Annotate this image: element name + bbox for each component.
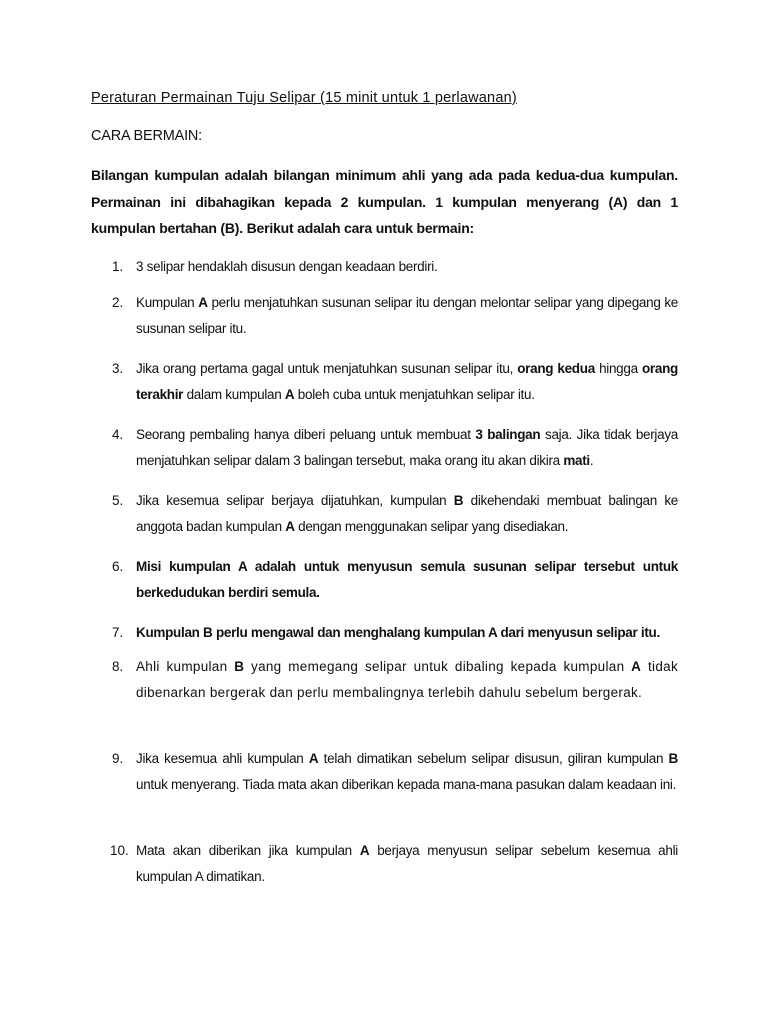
rule-emphasis: A xyxy=(359,843,370,858)
rule-emphasis: B xyxy=(234,659,245,674)
rule-item xyxy=(91,488,678,540)
rule-emphasis: 3 balingan xyxy=(475,427,541,442)
rule-emphasis: orang kedua xyxy=(517,361,595,376)
rule-text xyxy=(136,620,678,646)
rule-item xyxy=(91,356,678,408)
rule-item xyxy=(91,620,678,646)
rule-text-segment: Seorang pembaling hanya diberi peluang untuk membuat xyxy=(136,427,476,442)
rule-emphasis: A xyxy=(284,387,295,402)
rule-text-segment: dalam kumpulan xyxy=(183,387,285,402)
rule-text xyxy=(136,356,678,408)
rule-emphasis: A xyxy=(285,519,295,534)
rule-text-segment: yang memegang selipar untuk dibaling kepada kumpulan xyxy=(244,659,632,674)
rule-number: 7. xyxy=(112,625,124,640)
rule-number: 3. xyxy=(112,361,124,376)
rule-number: 2. xyxy=(112,295,124,310)
rule-text-segment: 3 selipar hendaklah disusun dengan keadaan berdiri. xyxy=(136,259,438,274)
rule-text-segment: berjaya menyusun selipar sebelum kesemua ahli kumpulan A dimatikan. xyxy=(136,843,678,884)
rule-emphasis: orang terakhir xyxy=(136,361,678,402)
rule-item xyxy=(91,422,678,474)
rule-text xyxy=(136,254,678,280)
rule-text-segment: dengan menggunakan selipar yang disediakan. xyxy=(294,519,569,534)
rule-text-segment: tidak dibenarkan bergerak dan perlu membalingnya terlebih dahulu sebelum bergerak. xyxy=(136,659,679,700)
rule-emphasis: Misi kumpulan A adalah untuk menyusun semula susunan selipar tersebut untuk berkedudukan berdiri semula. xyxy=(136,559,678,600)
rule-emphasis: B xyxy=(668,751,678,766)
rule-number: 1. xyxy=(112,259,124,274)
rule-text-segment: Kumpulan xyxy=(136,295,199,310)
rule-item xyxy=(91,746,678,798)
rule-emphasis: Kumpulan B perlu mengawal dan menghalang kumpulan A dari menyusun selipar itu. xyxy=(136,625,660,640)
rule-text xyxy=(136,654,678,706)
rule-emphasis: B xyxy=(453,493,464,508)
rule-item xyxy=(91,554,678,606)
rule-item xyxy=(91,838,678,890)
rule-text-segment: boleh cuba untuk menjatuhkan selipar itu. xyxy=(294,387,535,402)
rule-text-segment: dikehendaki membuat balingan ke anggota badan kumpulan xyxy=(136,493,679,534)
rule-number: 6. xyxy=(112,559,124,574)
rule-text-segment: Mata akan diberikan jika kumpulan xyxy=(136,843,360,858)
rule-text xyxy=(136,746,678,798)
rule-emphasis: A xyxy=(631,659,642,674)
rule-item xyxy=(91,290,678,342)
rule-number: 5. xyxy=(112,493,124,508)
intro-paragraph: Bilangan kumpulan adalah bilangan minimum ahli yang ada pada kedua-dua kumpulan. Permainan ini dibahagikan kepada 2 kumpulan. 1 kumpulan menyerang (A) dan 1 kumpulan bertahan (B). Berikut adalah cara untuk bermain: xyxy=(91,167,678,236)
rule-text xyxy=(136,838,678,890)
rule-emphasis: mati xyxy=(563,453,590,468)
section-heading: CARA BERMAIN: xyxy=(91,128,203,144)
document-title: Peraturan Permainan Tuju Selipar (15 minit untuk 1 perlawanan) xyxy=(91,90,517,106)
rule-text-segment: Ahli kumpulan xyxy=(136,659,235,674)
rule-emphasis: A xyxy=(198,295,208,310)
rule-text-segment: Jika orang pertama gagal untuk menjatuhkan susunan selipar itu, xyxy=(136,361,518,376)
rule-text xyxy=(136,554,678,606)
rule-number: 4. xyxy=(112,427,124,442)
rule-text-segment: Jika kesemua ahli kumpulan xyxy=(136,751,309,766)
rule-number: 8. xyxy=(112,659,124,674)
rule-text-segment: saja. Jika tidak berjaya menjatuhkan selipar dalam 3 balingan tersebut, maka orang itu akan dikira xyxy=(136,427,679,468)
rule-number: 9. xyxy=(112,751,124,766)
rule-item xyxy=(91,654,678,706)
rule-text-segment: . xyxy=(589,453,594,468)
rule-text xyxy=(136,422,678,474)
rule-text-segment: Jika kesemua selipar berjaya dijatuhkan, kumpulan xyxy=(136,493,454,508)
rule-emphasis: A xyxy=(308,751,319,766)
rule-number: 10. xyxy=(110,843,129,858)
rule-text xyxy=(136,290,678,342)
rule-text-segment: untuk menyerang. Tiada mata akan diberikan kepada mana-mana pasukan dalam keadaan ini. xyxy=(136,777,677,792)
rule-text-segment: perlu menjatuhkan susunan selipar itu dengan melontar selipar yang dipegang ke susunan selipar itu. xyxy=(136,295,678,336)
rule-text-segment: telah dimatikan sebelum selipar disusun, giliran kumpulan xyxy=(318,751,669,766)
rule-text-segment: hingga xyxy=(594,361,642,376)
rule-text xyxy=(136,488,678,540)
rule-item xyxy=(91,254,678,280)
